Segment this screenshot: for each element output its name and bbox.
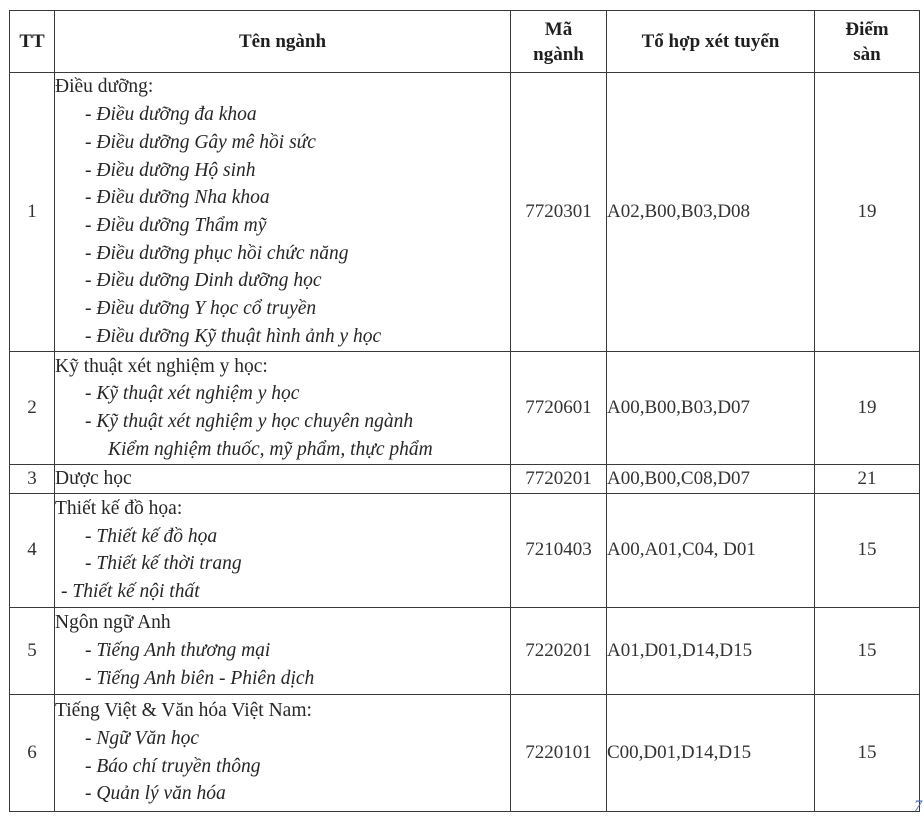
major-group-title: Thiết kế đồ họa:: [55, 497, 183, 519]
admissions-table: [9, 10, 920, 812]
sub-major: - Thiết kế thời trang: [85, 553, 242, 575]
row-tt: 1: [10, 73, 55, 352]
header-combination: Tổ hợp xét tuyển: [607, 11, 815, 73]
row-code: 7720301: [511, 73, 607, 352]
major-group-title: Ngôn ngữ Anh: [55, 612, 171, 634]
row-major: [55, 493, 511, 607]
table-row: [10, 465, 920, 494]
row-score: 15: [815, 607, 920, 694]
row-major: [55, 352, 511, 465]
row-major: [55, 607, 511, 694]
sub-major: - Điều dưỡng Gây mê hồi sức: [85, 131, 316, 153]
sub-major: - Kỹ thuật xét nghiệm y học chuyên ngành: [85, 411, 414, 432]
sub-major: - Báo chí truyền thông: [85, 755, 261, 777]
major-group-title: Điều dưỡng:: [55, 76, 154, 98]
sub-major: - Điều dưỡng đa khoa: [85, 104, 257, 126]
sub-major: - Thiết kế đồ họa: [85, 525, 218, 547]
row-tt: 5: [10, 607, 55, 694]
row-code: 7720601: [511, 352, 607, 465]
row-combination: A00,A01,C04, D01: [607, 493, 815, 607]
row-combination: A00,B00,C08,D07: [607, 465, 815, 494]
sub-major: - Điều dưỡng phục hồi chức năng: [85, 242, 349, 264]
table-row: [10, 73, 920, 352]
row-major: [55, 465, 511, 494]
row-score: 15: [815, 493, 920, 607]
header-major-name: Tên ngành: [55, 11, 511, 73]
row-tt: 3: [10, 465, 55, 494]
row-score: 15: [815, 694, 920, 811]
table-row: [10, 352, 920, 465]
header-code-line2: ngành: [533, 43, 584, 65]
row-combination: A02,B00,B03,D08: [607, 73, 815, 352]
table-row: [10, 694, 920, 811]
sub-major: - Điều dưỡng Kỹ thuật hình ảnh y học: [85, 325, 382, 347]
row-major: [55, 694, 511, 811]
header-code-line1: Mã: [544, 18, 573, 40]
sub-major: - Kỹ thuật xét nghiệm y học: [85, 383, 300, 405]
page-number-mark: 7: [914, 798, 922, 815]
row-major: [55, 73, 511, 352]
table-row: [10, 607, 920, 694]
header-score: [815, 11, 920, 73]
sub-major: - Tiếng Anh thương mại: [85, 639, 271, 661]
row-combination: C00,D01,D14,D15: [607, 694, 815, 811]
row-score: 21: [815, 465, 920, 494]
header-row: [10, 11, 920, 73]
sub-major: - Điều dưỡng Nha khoa: [85, 187, 270, 209]
header-code: [511, 11, 607, 73]
sub-major: - Điều dưỡng Hộ sinh: [85, 159, 256, 181]
major-group-title: Dược học: [55, 468, 132, 489]
header-tt: TT: [10, 11, 55, 73]
row-score: 19: [815, 73, 920, 352]
row-score: 19: [815, 352, 920, 465]
row-tt: 2: [10, 352, 55, 465]
table-row: [10, 493, 920, 607]
sub-major: - Thiết kế nội thất: [61, 580, 200, 602]
header-score-line2: sàn: [853, 43, 881, 65]
row-code: 7220201: [511, 607, 607, 694]
row-combination: A01,D01,D14,D15: [607, 607, 815, 694]
row-tt: 4: [10, 493, 55, 607]
sub-major: - Quản lý văn hóa: [85, 783, 226, 805]
sub-major-continuation: Kiểm nghiệm thuốc, mỹ phẩm, thực phẩm: [108, 438, 433, 460]
sub-major: - Ngữ Văn học: [85, 728, 200, 749]
row-code: 7210403: [511, 493, 607, 607]
sub-major: - Tiếng Anh biên - Phiên dịch: [85, 667, 315, 689]
sub-major: - Điều dưỡng Y học cổ truyền: [85, 298, 317, 320]
row-combination: A00,B00,B03,D07: [607, 352, 815, 465]
sub-major: - Điều dưỡng Thẩm mỹ: [85, 215, 267, 236]
row-tt: 6: [10, 694, 55, 811]
row-code: 7720201: [511, 465, 607, 494]
row-code: 7220101: [511, 694, 607, 811]
major-group-title: Tiếng Việt & Văn hóa Việt Nam:: [55, 700, 312, 722]
major-group-title: Kỹ thuật xét nghiệm y học:: [55, 355, 268, 377]
sub-major: - Điều dưỡng Dinh dưỡng học: [85, 270, 322, 292]
header-score-line1: Điểm: [845, 18, 889, 40]
